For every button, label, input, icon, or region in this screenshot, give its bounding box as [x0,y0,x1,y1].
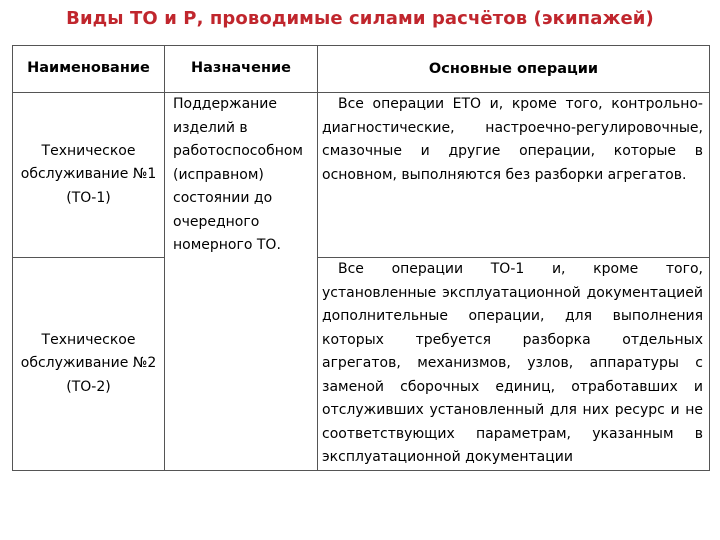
table-row [13,258,710,471]
table-header-row [13,46,710,93]
header-name: Наименование [13,46,165,93]
row-operations [318,93,710,258]
row-name: Техническое обслуживание №1 (ТО-1) [13,93,165,258]
maintenance-table [12,45,710,471]
operations-text: Все операции ТО-1 и, кроме того, установленные эксплуатационной документацией дополнительные операции, для выполнения которых требуется разборка отдельных агрегатов, механизмов, узлов, аппаратуры с заменой сборочных единиц, отработавших и отслуживших установленный для них ресурс и не соответствующих параметрам, указанным в эксплуатационной документации [322,261,703,465]
row-name: Техническое обслуживание №2 (ТО-2) [13,258,165,471]
operations-text: Все операции ЕТО и, кроме того, контрольно-диагностические, настроечно-регулировочные, смазочные и другие операции, которые в основном, выполняются без разборки агрегатов. [322,96,703,183]
row-purpose: Поддержание изделий в работоспособном (исправном) состоянии до очередного номерного ТО. [165,93,318,258]
row-purpose [165,258,318,471]
header-purpose: Назначение [165,46,318,93]
table-row [13,93,710,258]
page-title: Виды ТО и Р, проводимые силами расчётов (экипажей) [66,8,654,29]
header-operations: Основные операции [318,46,710,93]
row-operations [318,258,710,471]
